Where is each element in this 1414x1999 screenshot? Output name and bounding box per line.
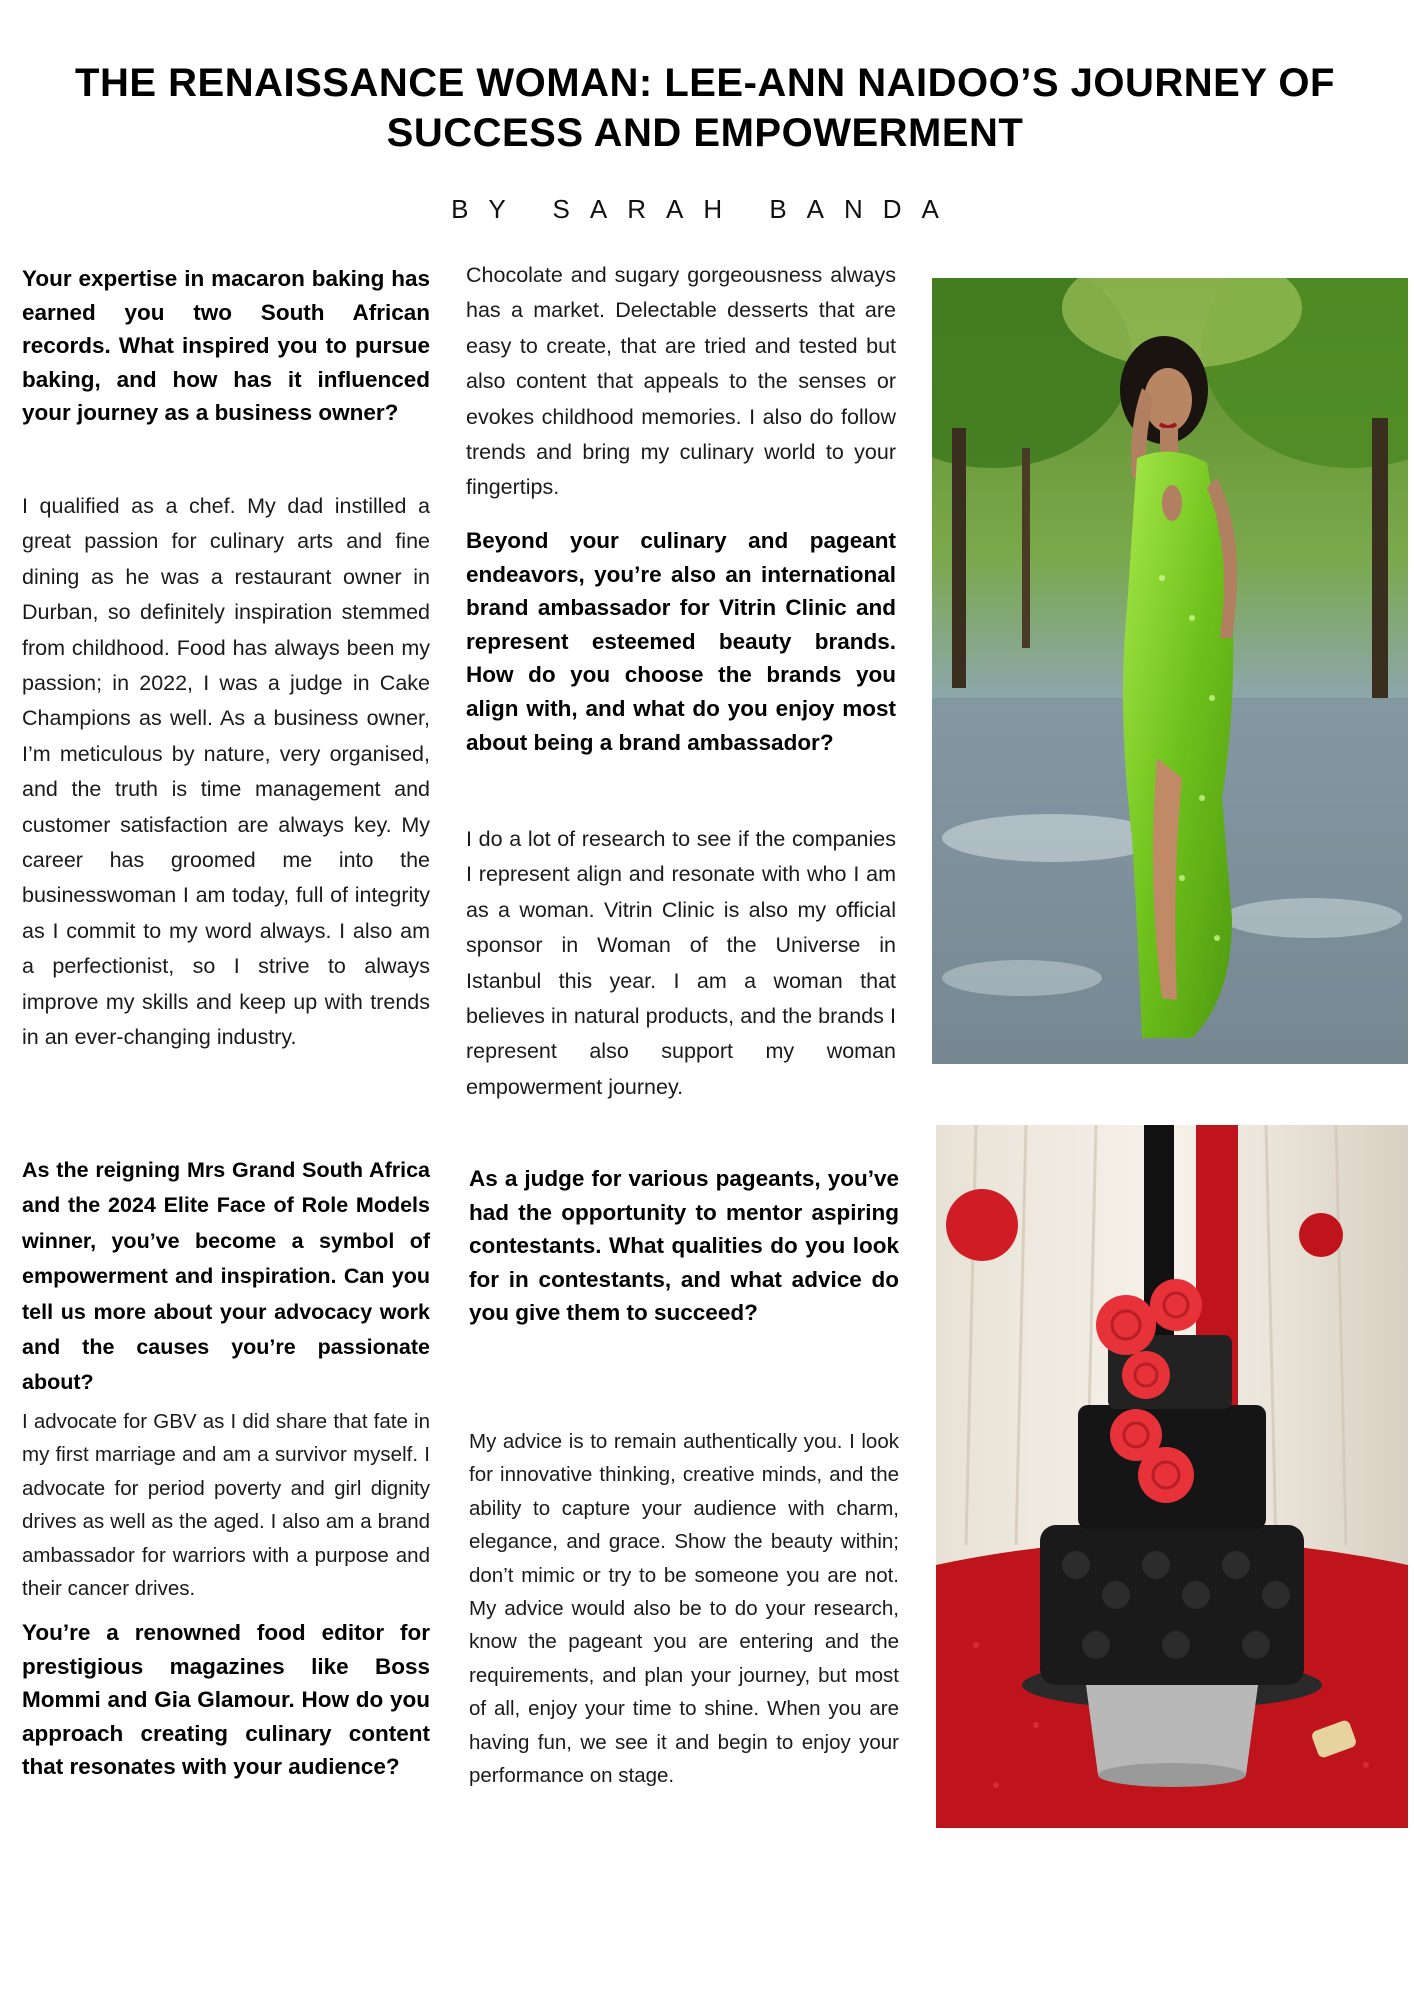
answer-pageant-judge: My advice is to remain authentically you. I look for innovative thinking, creative minds, and the ability to capture your audience with charm, elegance, and grace. Show the beauty within; don’t mimic or try to be someone you are not. My advice would also be to do your research, know the pageant you are entering and the requirements, and plan your journey, but most of all, enjoy your time to shine. When you are having fun, we see it and begin to enjoy your performance on stage. <box>469 1430 899 1788</box>
question-food-editor: You’re a renowned food editor for prestigious magazines like Boss Mommi and Gia Glamour. How do you approach creating culinary content that resonates with your audience? <box>22 1620 430 1780</box>
question-advocacy: As the reigning Mrs Grand South Africa and the 2024 Elite Face of Role Models winner, you’ve become a symbol of empowerment and inspiration. Can you tell us more about your advocacy work and the causes you’re passionate about? <box>22 1158 430 1395</box>
answer-advocacy: I advocate for GBV as I did share that fate in my first marriage and am a survivor myself. I advocate for period poverty and girl dignity drives as well as the aged. I also am a brand ambassador for warriors with a purpose and their cancer drives. <box>22 1410 430 1601</box>
answer-brand-ambassador: I do a lot of research to see if the companies I represent align and resonate with who I am as a woman. Vitrin Clinic is also my official sponsor in Woman of the Universe in Istanbul this year. I am a woman that believes in natural products, and the brands I represent also support my woman empowerment journey. <box>466 827 896 1099</box>
green-dress-photo-illustration <box>932 278 1408 1064</box>
byline: BY SARAH BANDA <box>451 194 959 224</box>
photo-black-rose-cake <box>936 1125 1408 1828</box>
question-brand-ambassador: Beyond your culinary and pageant endeavors, you’re also an international brand ambassador for Vitrin Clinic and represent esteemed beauty brands. How do you choose the brands you align with, and what do you enjoy most about being a brand ambassador? <box>466 528 896 755</box>
question-pageant-judge: As a judge for various pageants, you’ve had the opportunity to mentor aspiring contestants. What qualities do you look for in contestants, and what advice do you give them to succeed? <box>469 1166 899 1326</box>
photo-woman-green-dress <box>932 278 1408 1064</box>
answer-macaron-baking: I qualified as a chef. My dad instilled a great passion for culinary arts and fine dining as he was a restaurant owner in Durban, so definitely inspiration stemmed from childhood. Food has always been my passion; in 2022, I was a judge in Cake Champions as well. As a business owner, I’m meticulous by nature, very organised, and the truth is time management and customer satisfaction are always key. My career has groomed me into the businesswoman I am today, full of integrity as I commit to my word always. I also am a perfectionist, so I strive to always improve my skills and keep up with trends in an ever-changing industry. <box>22 494 430 1050</box>
answer-food-editor: Chocolate and sugary gorgeousness always has a market. Delectable desserts that are easy to create, that are tried and tested but also content that appeals to the senses or evokes childhood memories. I also do follow trends and bring my culinary world to your fingertips. <box>466 263 896 500</box>
question-macaron-baking: Your expertise in macaron baking has earned you two South African records. What inspired you to pursue baking, and how has it influenced your journey as a business owner? <box>22 266 430 426</box>
cake-photo-illustration <box>936 1125 1408 1828</box>
article-title: THE RENAISSANCE WOMAN: LEE-ANN NAIDOO’S JOURNEY OF SUCCESS AND EMPOWERMENT <box>75 61 1335 155</box>
